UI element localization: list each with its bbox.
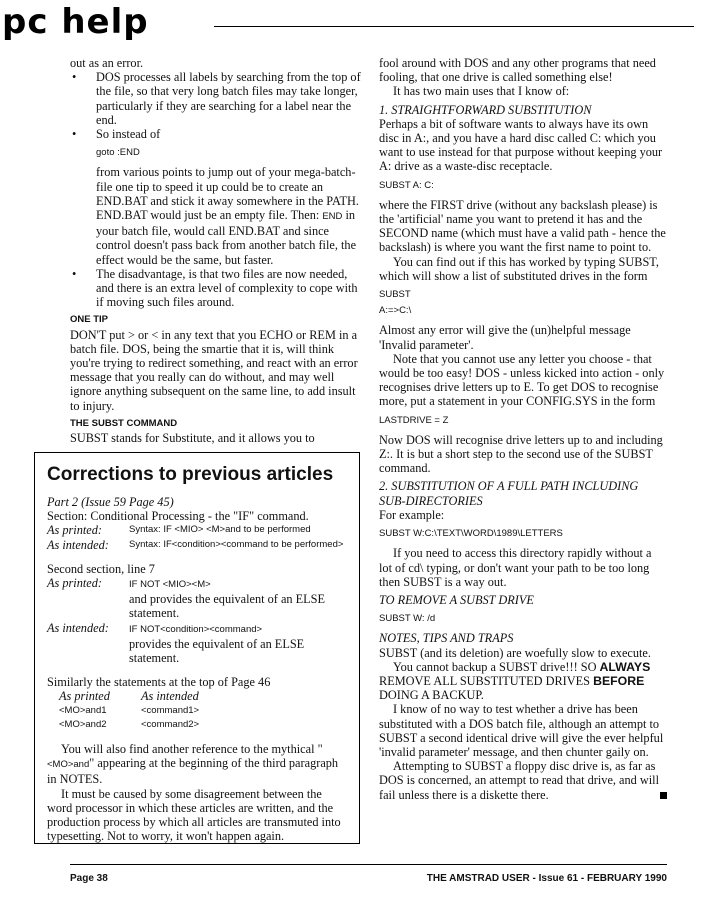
code-line: A:=>C:\ (379, 305, 412, 317)
end-of-article-mark (660, 792, 667, 799)
left-column (70, 56, 362, 445)
label-intended: As intended: (47, 620, 109, 635)
paragraph: SUBST (and its deletion) are woefully slow to execute. (379, 645, 651, 660)
text-run: REMOVE ALL SUBSTITUTED DRIVES (379, 673, 594, 688)
intended-syntax: Syntax: IF<condition><command to be performed> (129, 538, 344, 550)
page-number: Page 38 (70, 873, 108, 884)
footer-rule (70, 864, 667, 865)
paragraph (379, 660, 667, 703)
label-printed: As printed: (47, 523, 102, 538)
text-run: You will also find another reference to the mythical " (61, 742, 323, 757)
section-logo: pc help (2, 2, 149, 42)
paragraph: fool around with DOS and any other programs that need fooling, that one drive is called something else! (379, 56, 656, 85)
code-line: goto :END (96, 147, 140, 159)
code-line: SUBST W:C:\TEXT\WORD\1989\LETTERS (379, 528, 563, 540)
text-run: in your batch file, would call END.BAT and since control doesn't pass back from another batch file, the effect would be the same, but faster. (96, 208, 357, 267)
issue-info: THE AMSTRAD USER - Issue 61 - FEBRUARY 1990 (426, 873, 667, 884)
code-line: SUBST (379, 289, 411, 301)
th-intended: As intended (141, 689, 199, 704)
th-printed: As printed (59, 689, 110, 704)
paragraph (70, 208, 362, 267)
paragraph: DON'T put > or < in any text that you ECHO or REM in a batch file. DOS, being the smartie that it is, will think you're trying to redirect something, and react with an error message that you really can do without, and may well ignore anything subsequent on the same line, to add insult to injury. (70, 327, 358, 413)
paragraph: You can find out if this has worked by typing SUBST, which will show a list of substituted drives in the form (379, 254, 659, 283)
text-run: You cannot backup a SUBST drive!!! SO (393, 659, 600, 674)
inline-code: <MO>and (47, 759, 90, 771)
inline-code: END (322, 211, 343, 223)
right-column (379, 56, 667, 802)
paragraph: out as an error. (70, 56, 144, 70)
box-section: Section: Conditional Processing - the "IF" command. (47, 509, 309, 524)
text-run: DOING A BACKUP. (379, 688, 484, 703)
paragraph: Perhaps a bit of software wants to always have its own disc in A:, and you have a hard disc called C: which you want to use instead for that purpose without keeping your A: drive as a waste-disc receptacle. (379, 116, 663, 174)
paragraph: Note that you cannot use any letter you choose - that would be too easy! DOS - unless kicked into action - only recognises drive letters up to E. To get DOS to recognise more, put a statement in your CONFIG.SYS in the form (379, 351, 665, 409)
cell-printed: <MO>and1 (59, 704, 107, 716)
section-heading: 2. SUBSTITUTION OF A FULL PATH INCLUDING SUB-DIRECTORIES (379, 479, 639, 508)
paragraph: For example: (379, 507, 445, 522)
cell-intended: <command2> (141, 718, 200, 730)
page-header (0, 4, 701, 44)
intended-code: IF NOT<condition><command> (129, 623, 263, 635)
paragraph: from various points to jump out of your mega-batch-file one tip to speed it up could be to create an END.BAT and stick it away somewhere in the PATH. (96, 165, 359, 208)
code-line: SUBST A: C: (379, 179, 434, 191)
paragraph (47, 742, 347, 787)
paragraph: where the FIRST drive (without any backslash please) is the 'artificial' name you want to pretend it has and the SECOND name (which must have a valid path - hence the backslash) is where you want the first name to point to. (379, 197, 666, 255)
table-row (47, 718, 347, 732)
paragraph: It has two main uses that I know of: (393, 84, 570, 99)
bullet-item: • DOS processes all labels by searching from the top of the file, so that very long batch files may take longer, particularly if they are searching for a label near the end. (70, 70, 362, 127)
emphasis: BEFORE (593, 673, 645, 688)
printed-syntax: Syntax: IF <MIO> <M>and to be performed (129, 524, 311, 536)
emphasis: ALWAYS (599, 659, 651, 674)
subheading: THE SUBST COMMAND (70, 417, 178, 429)
paragraph: Now DOS will recognise drive letters up to and including Z:. It is but a short step to the second use of the SUBST command. (379, 432, 663, 476)
cell-printed: <MO>and2 (59, 718, 107, 730)
text-run: END.BAT would just be an empty file. Then: (96, 208, 323, 223)
section-heading: 1. STRAIGHTFORWARD SUBSTITUTION (379, 102, 592, 117)
paragraph (379, 759, 667, 802)
section-heading: NOTES, TIPS AND TRAPS (379, 631, 514, 646)
table-header (47, 689, 347, 703)
bullet-item: • So instead of (70, 127, 362, 141)
code-line: LASTDRIVE = Z (379, 414, 449, 426)
box-second-section: Second section, line 7 (47, 561, 155, 576)
printed-row (47, 576, 347, 621)
box-title: Corrections to previous articles (47, 464, 334, 485)
section-heading: TO REMOVE A SUBST DRIVE (379, 592, 534, 607)
printed-code: IF NOT <MIO><M> (129, 579, 211, 591)
printed-row (47, 523, 347, 537)
cell-intended: <command1> (141, 704, 200, 716)
corrections-box (34, 452, 360, 844)
label-printed: As printed: (47, 576, 102, 591)
code-line: SUBST W: /d (379, 613, 436, 625)
text-run: " appearing at the beginning of the third paragraph in NOTES. (47, 756, 339, 787)
box-part: Part 2 (Issue 59 Page 45) (47, 495, 174, 509)
intended-row (47, 621, 347, 666)
paragraph: Almost any error will give the (un)helpful message 'Invalid parameter'. (379, 323, 631, 352)
paragraph: It must be caused by some disagreement between the word processor in which these articles are written, and the production process by which all articles are transmuted into typesetting. Not to worry, it won't happen again. (47, 786, 341, 844)
box-similarly: Similarly the statements at the top of Page 46 (47, 675, 271, 690)
label-intended: As intended: (47, 537, 109, 552)
table-row (47, 704, 347, 718)
text-run: Attempting to SUBST a floppy disc drive is, as far as DOS is concerned, an attempt to read that drive, and will fail unless there is a diskette there. (379, 759, 660, 802)
paragraph: SUBST stands for Substitute, and it allows you to (70, 431, 315, 446)
header-rule (214, 26, 694, 27)
intended-row (47, 538, 347, 552)
subheading: ONE TIP (70, 314, 109, 326)
intended-text: provides the equivalent of an ELSE statement. (129, 636, 305, 666)
printed-text: and provides the equivalent of an ELSE statement. (129, 592, 326, 621)
paragraph: I know of no way to test whether a drive has been substituted with a DOS batch file, although an attempt to SUBST a second identical drive will give the ever helpful 'invalid parameter' message, and then chunter gaily on. (379, 702, 664, 759)
bullet-item: • The disadvantage, is that two files are now needed, and there is an extra level of complexity to cope with if moving such files around. (70, 267, 362, 310)
paragraph: If you need to access this directory rapidly without a lot of cd\ typing, or don't want your path to be too long then SUBST is a way out. (379, 546, 652, 589)
